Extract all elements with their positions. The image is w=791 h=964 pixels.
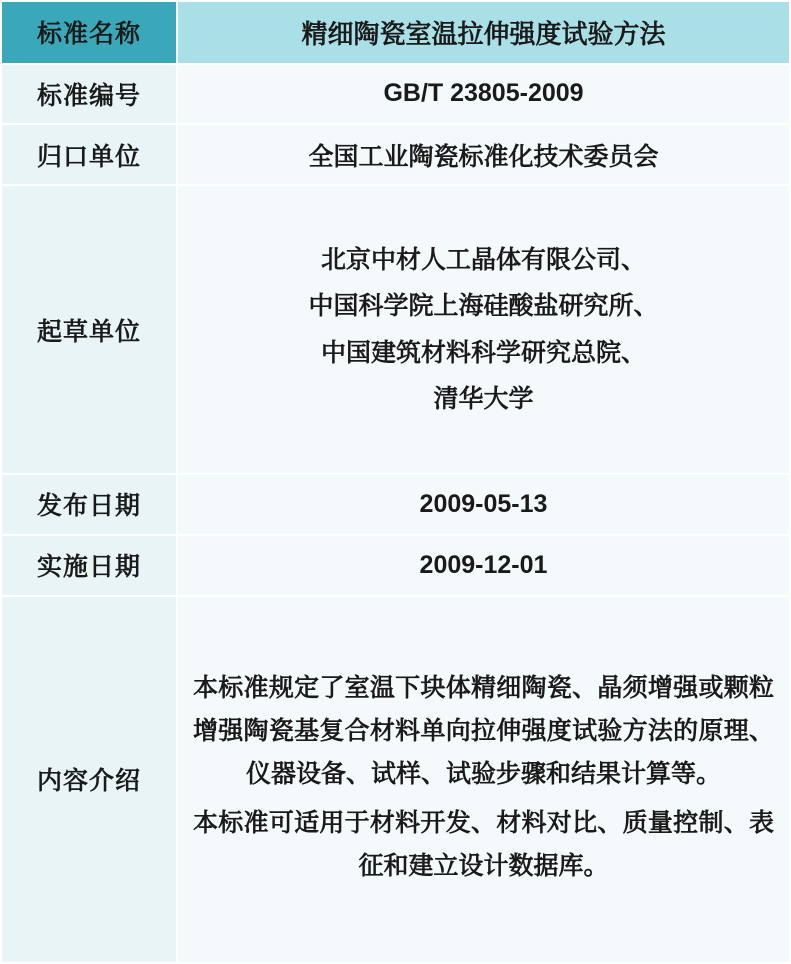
table-row-implement-date [1,535,790,596]
drafting-units-list [179,237,788,422]
row-value-standard-name: 精细陶瓷室温拉伸强度试验方法 [177,1,790,64]
table-row-standard-code [1,64,790,125]
content-description-paragraph: 本标准规定了室温下块体精细陶瓷、晶须增强或颗粒增强陶瓷基复合材料单向拉伸强度试验方法的原理、仪器设备、试样、试验步骤和结果计算等。 [193,673,774,788]
content-description-body [179,661,788,898]
row-value-standard-code: GB/T 23805-2009 [177,64,790,125]
table-row-drafting-units [1,185,790,473]
content-description-paragraph: 本标准可适用于材料开发、材料对比、质量控制、表征和建立设计数据库。 [193,808,774,880]
table-row-publish-date [1,474,790,535]
row-label-content-description: 内容介绍 [1,596,177,963]
row-value-drafting-units [177,185,790,473]
row-label-drafting-units: 起草单位 [1,185,177,473]
drafting-unit-line: 中国建筑材料科学研究总院、 [320,338,646,367]
table-row-content-description [1,596,790,963]
row-label-standard-code: 标准编号 [1,64,177,125]
row-label-implement-date: 实施日期 [1,535,177,596]
row-value-content-description [177,596,790,963]
table-row-administering-body [1,124,790,185]
row-label-administering-body: 归口单位 [1,124,177,185]
row-value-publish-date: 2009-05-13 [177,474,790,535]
row-value-administering-body: 全国工业陶瓷标准化技术委员会 [177,124,790,185]
row-label-standard-name: 标准名称 [1,1,177,64]
drafting-unit-line: 清华大学 [433,384,534,413]
drafting-unit-line: 中国科学院上海硅酸盐研究所、 [308,292,659,321]
row-value-implement-date: 2009-12-01 [177,535,790,596]
table-row-standard-name [1,1,790,64]
drafting-unit-line: 北京中材人工晶体有限公司、 [320,246,646,274]
row-label-publish-date: 发布日期 [1,474,177,535]
